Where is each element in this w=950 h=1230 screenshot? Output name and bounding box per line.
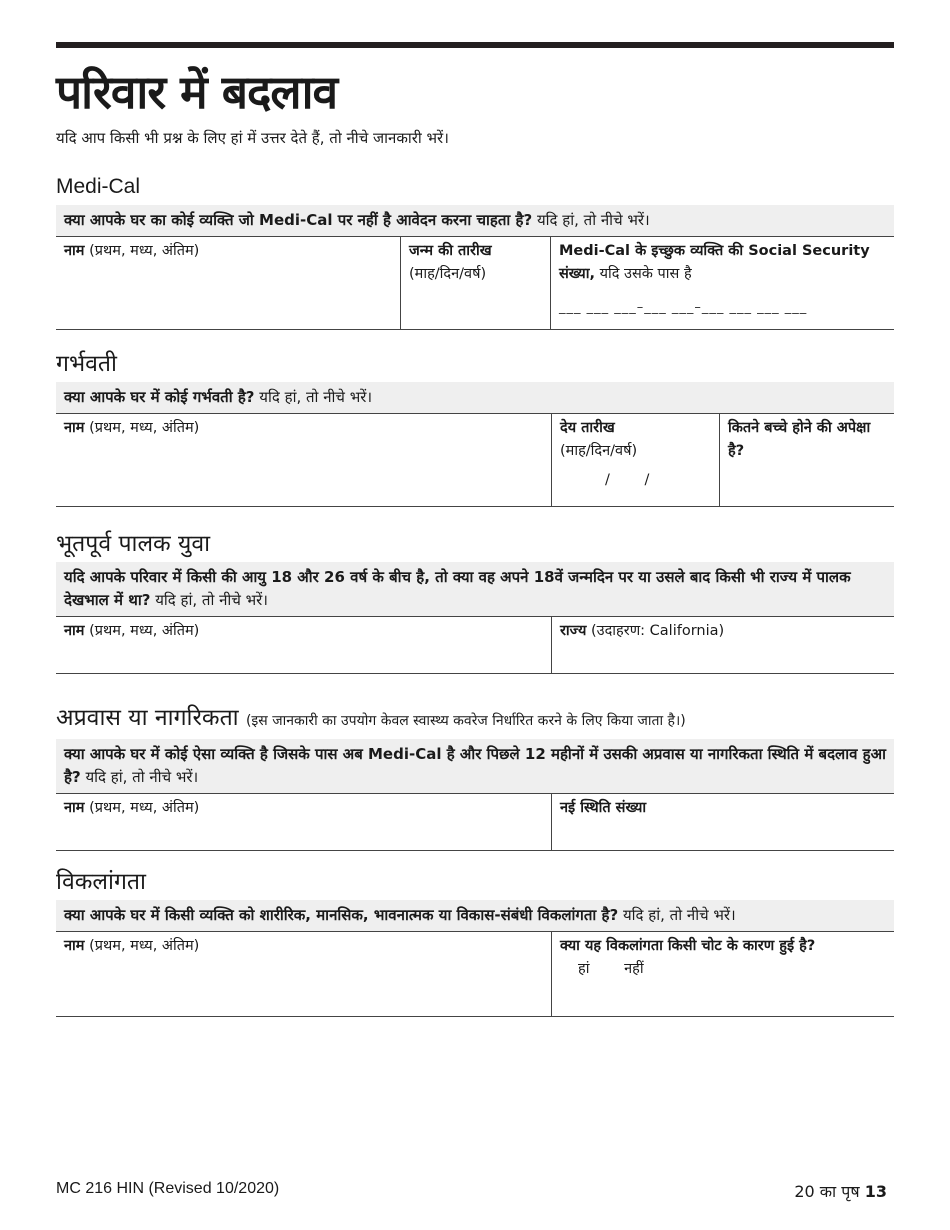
page-number bbox=[794, 1180, 887, 1202]
section-heading-immigration bbox=[56, 704, 894, 735]
question-text: क्या आपके घर का कोई व्यक्ति जो Medi-Cal पर नहीं है आवेदन करना चाहता है? bbox=[64, 211, 533, 229]
name-field[interactable] bbox=[56, 932, 551, 1016]
injury-field bbox=[551, 932, 894, 1016]
header-rule bbox=[56, 42, 894, 48]
question-text: क्या आपके घर में कोई गर्भवती है? bbox=[64, 388, 255, 406]
option-no[interactable]: नहीं bbox=[624, 961, 644, 977]
question-text: क्या आपके घर में किसी व्यक्ति को शारीरिक, मानसिक, भावनात्मक या विकास-संबंधी विकलांगता है? bbox=[64, 906, 619, 924]
page-title: परिवार में बदलाव bbox=[56, 65, 338, 119]
name-hint: (प्रथम, मध्य, अंतिम) bbox=[89, 938, 200, 954]
name-field[interactable] bbox=[56, 414, 551, 506]
name-hint: (प्रथम, मध्य, अंतिम) bbox=[89, 800, 200, 816]
name-hint: (प्रथम, मध्य, अंतिम) bbox=[89, 623, 200, 639]
injury-label: क्या यह विकलांगता किसी चोट के कारण हुई है? bbox=[560, 938, 816, 954]
dob-field[interactable] bbox=[400, 237, 550, 329]
section-pregnant bbox=[56, 350, 894, 507]
name-label: नाम bbox=[64, 243, 85, 259]
section-disability bbox=[56, 868, 894, 1017]
section-foster bbox=[56, 530, 894, 674]
immigration-heading-note: (इस जानकारी का उपयोग केवल स्वास्थ्य कवरेज निर्धारित करने के लिए किया जाता है।) bbox=[245, 713, 686, 729]
option-yes[interactable]: हां bbox=[578, 961, 590, 977]
question-medical bbox=[56, 205, 894, 236]
name-label: नाम bbox=[64, 623, 85, 639]
question-foster bbox=[56, 562, 894, 616]
form-row-immigration bbox=[56, 793, 894, 851]
due-date-field[interactable] bbox=[551, 414, 719, 506]
fill-instruction: यदि हां, तो नीचे भरें। bbox=[259, 388, 373, 406]
fill-instruction: यदि हां, तो नीचे भरें। bbox=[85, 768, 199, 786]
immigration-heading-text: अप्रवास या नागरिकता bbox=[56, 705, 239, 731]
form-row-medical bbox=[56, 236, 894, 330]
ssn-label: Medi-Cal के इच्छुक व्यक्ति की Social Security संख्या, bbox=[559, 243, 870, 282]
fill-instruction: यदि हां, तो नीचे भरें। bbox=[622, 906, 736, 924]
form-row-foster bbox=[56, 616, 894, 674]
form-row-pregnant bbox=[56, 413, 894, 507]
name-hint: (प्रथम, मध्य, अंतिम) bbox=[89, 420, 200, 436]
section-heading-medical: Medi-Cal bbox=[56, 175, 141, 198]
ssn-blanks: ___ ___ ___–___ ___–___ ___ ___ ___ bbox=[559, 300, 808, 315]
fill-instruction: यदि हां, तो नीचे भरें। bbox=[536, 211, 650, 229]
name-label: नाम bbox=[64, 420, 85, 436]
ssn-field[interactable] bbox=[550, 237, 894, 329]
name-label: नाम bbox=[64, 800, 85, 816]
question-pregnant bbox=[56, 382, 894, 413]
name-label: नाम bbox=[64, 938, 85, 954]
name-hint: (प्रथम, मध्य, अंतिम) bbox=[89, 243, 200, 259]
due-date-hint: (माह/दिन/वर्ष) bbox=[560, 443, 638, 459]
name-field[interactable] bbox=[56, 237, 400, 329]
question-text: यदि आपके परिवार में किसी की आयु 18 और 26 वर्ष के बीच है, तो क्या वह अपने 18वें जन्मदिन पर या उसले बाद किसी भी राज्य में पालक देखभाल में था? bbox=[64, 568, 851, 609]
state-hint: (उदाहरण: California) bbox=[591, 623, 725, 639]
state-label: राज्य bbox=[560, 623, 587, 639]
fill-instruction: यदि हां, तो नीचे भरें। bbox=[155, 591, 268, 609]
section-heading-pregnant: गर्भवती bbox=[56, 351, 117, 377]
question-text: क्या आपके घर में कोई ऐसा व्यक्ति है जिसके पास अब Medi-Cal है और पिछले 12 महीनों में उसकी अप्रवास या नागरिकता स्थिति में बदलाव हुआ है? bbox=[64, 745, 886, 786]
form-row-disability bbox=[56, 931, 894, 1017]
question-immigration bbox=[56, 739, 894, 793]
status-label: नई स्थिति संख्या bbox=[560, 800, 647, 816]
section-medical bbox=[56, 173, 894, 330]
state-field[interactable] bbox=[551, 617, 894, 673]
date-slashes: / / bbox=[605, 472, 650, 488]
due-date-label: देय तारीख bbox=[560, 420, 615, 436]
babies-field[interactable] bbox=[719, 414, 894, 506]
name-field[interactable] bbox=[56, 617, 551, 673]
form-id: MC 216 HIN (Revised 10/2020) bbox=[56, 1180, 280, 1197]
page-num: 13 bbox=[864, 1182, 887, 1201]
name-field[interactable] bbox=[56, 794, 551, 850]
dob-hint: (माह/दिन/वर्ष) bbox=[409, 266, 487, 282]
injury-options bbox=[560, 958, 886, 981]
babies-label: कितने बच्चे होने की अपेक्षा है? bbox=[728, 420, 871, 459]
section-immigration bbox=[56, 704, 894, 851]
status-field[interactable] bbox=[551, 794, 894, 850]
page-subtitle: यदि आप किसी भी प्रश्न के लिए हां में उत्तर देते हैं, तो नीचे जानकारी भरें। bbox=[56, 129, 449, 147]
dob-label: जन्म की तारीख bbox=[409, 243, 492, 259]
section-heading-disability: विकलांगता bbox=[56, 869, 146, 895]
question-disability bbox=[56, 900, 894, 931]
section-heading-foster: भूतपूर्व पालक युवा bbox=[56, 531, 211, 557]
page-prefix: 20 का पृष bbox=[794, 1182, 860, 1201]
ssn-hint: यदि उसके पास है bbox=[599, 266, 692, 282]
